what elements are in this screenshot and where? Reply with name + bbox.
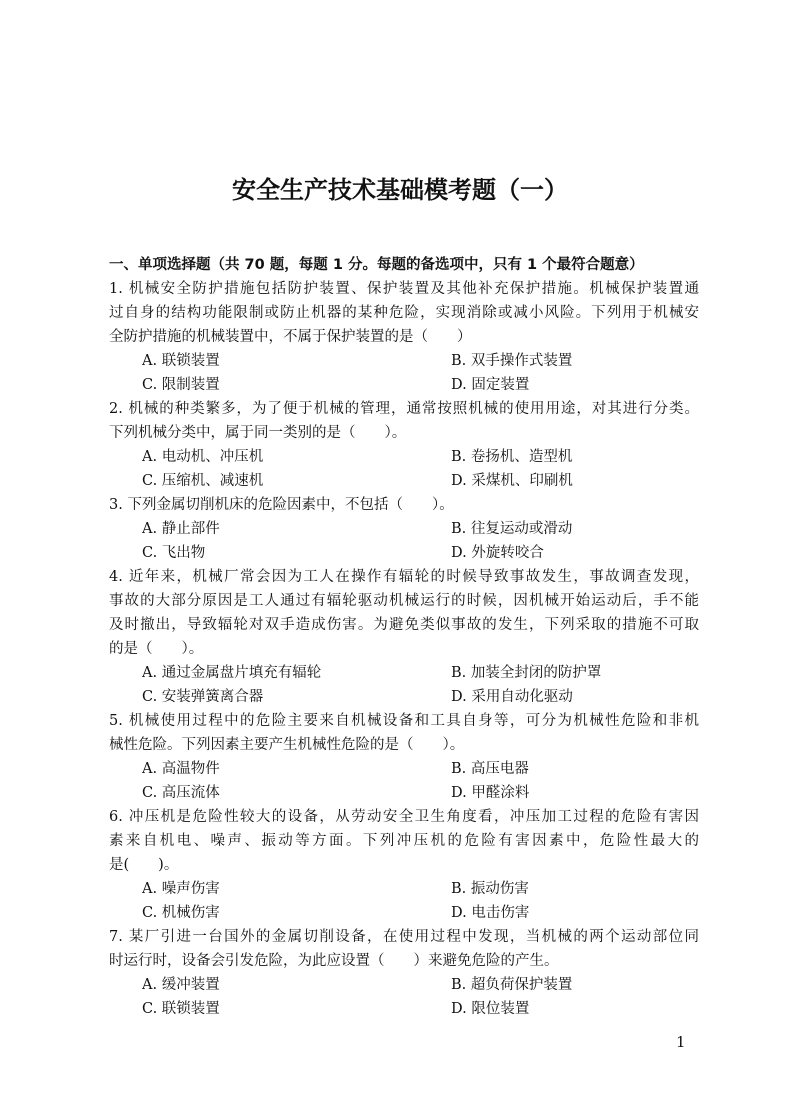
question-list: [109, 253, 699, 1021]
document-title: 安全生产技术基础模考题（一）: [232, 176, 568, 204]
question-text-line: 5. 机械使用过程中的危险主要来自机械设备和工具自身等，可分为机械性危险和非机: [109, 713, 699, 729]
question-3: [109, 493, 699, 565]
option-b: B. 振动伤害: [451, 881, 529, 897]
option-d: D. 采煤机、印刷机: [451, 473, 573, 489]
answer-options: [109, 517, 699, 565]
question-text-line: 的是（ ）。: [109, 641, 204, 657]
option-d: D. 甲醛涂料: [451, 785, 530, 801]
option-d: D. 固定装置: [451, 377, 530, 393]
question-text-line: 7. 某厂引进一台国外的金属切削设备，在使用过程中发现，当机械的两个运动部位同: [109, 929, 699, 945]
option-a: A. 静止部件: [142, 521, 220, 537]
option-a: A. 电动机、冲压机: [142, 449, 264, 465]
option-d: D. 采用自动化驱动: [451, 689, 573, 705]
question-7: [109, 925, 699, 1021]
question-6: [109, 805, 699, 925]
question-text-line: 6. 冲压机是危险性较大的设备，从劳动安全卫生角度看，冲压加工过程的危险有害因: [109, 809, 699, 825]
question-text-line: 时运行时，设备会引发危险，为此应设置（ ）来避免危险的产生。: [109, 953, 559, 969]
option-d: D. 电击伤害: [451, 905, 530, 921]
section-heading: 一、单项选择题（共 70 题，每题 1 分。每题的备选项中，只有 1 个最符合题意）: [109, 257, 644, 273]
question-text-line: 是( )。: [109, 857, 179, 873]
option-c: C. 联锁装置: [142, 1001, 220, 1017]
option-a: A. 通过金属盘片填充有辐轮: [142, 665, 322, 681]
question-text-line: 4. 近年来，机械厂常会因为工人在操作有辐轮的时候导致事故发生，事故调查发现，: [109, 569, 699, 585]
question-1: [109, 277, 699, 397]
option-b: B. 卷扬机、造型机: [451, 449, 573, 465]
question-4: [109, 565, 699, 709]
answer-options: [109, 877, 699, 925]
question-text-line: 3. 下列金属切削机床的危险因素中，不包括（ ）。: [109, 497, 454, 513]
option-c: C. 限制装置: [142, 377, 220, 393]
option-d: D. 限位装置: [451, 1001, 530, 1017]
question-2: [109, 397, 699, 493]
answer-options: [109, 661, 699, 709]
option-c: C. 飞出物: [142, 545, 206, 561]
option-a: A. 联锁装置: [142, 353, 220, 369]
question-text-line: 及时撤出，导致辐轮对双手造成伤害。为避免类似事故的发生，下列采取的措施不可取: [109, 617, 699, 633]
option-a: A. 噪声伤害: [142, 881, 220, 897]
option-c: C. 安装弹簧离合器: [142, 689, 264, 705]
question-text-line: 下列机械分类中，属于同一类别的是（ ）。: [109, 425, 407, 441]
question-text-line: 械性危险。下列因素主要产生机械性危险的是（ ）。: [109, 737, 465, 753]
option-a: A. 缓冲装置: [142, 977, 220, 993]
option-b: B. 往复运动或滑动: [451, 521, 573, 537]
option-a: A. 高温物件: [142, 761, 220, 777]
option-b: B. 双手操作式装置: [451, 353, 573, 369]
answer-options: [109, 445, 699, 493]
question-text-line: 1. 机械安全防护措施包括防护装置、保护装置及其他补充保护措施。机械保护装置通: [109, 281, 699, 297]
option-b: B. 高压电器: [451, 761, 529, 777]
question-text-line: 2. 机械的种类繁多，为了便于机械的管理，通常按照机械的使用用途，对其进行分类。: [109, 401, 699, 417]
option-b: B. 超负荷保护装置: [451, 977, 573, 993]
answer-options: [109, 973, 699, 1021]
option-b: B. 加装全封闭的防护罩: [451, 665, 602, 681]
question-text-line: 过自身的结构功能限制或防止机器的某种危险，实现消除或减小风险。下列用于机械安: [109, 305, 699, 321]
option-c: C. 机械伤害: [142, 905, 220, 921]
page-number: 1: [676, 1033, 686, 1051]
question-5: [109, 709, 699, 805]
option-c: C. 压缩机、减速机: [142, 473, 264, 489]
option-c: C. 高压流体: [142, 785, 220, 801]
question-text-line: 全防护措施的机械装置中，不属于保护装置的是（ ）: [109, 329, 472, 345]
question-text-line: 素来自机电、噪声、振动等方面。下列冲压机的危险有害因素中，危险性最大的: [109, 833, 699, 849]
option-d: D. 外旋转咬合: [451, 545, 544, 561]
answer-options: [109, 349, 699, 397]
answer-options: [109, 757, 699, 805]
question-text-line: 事故的大部分原因是工人通过有辐轮驱动机械运行的时候，因机械开始运动后，手不能: [109, 593, 699, 609]
